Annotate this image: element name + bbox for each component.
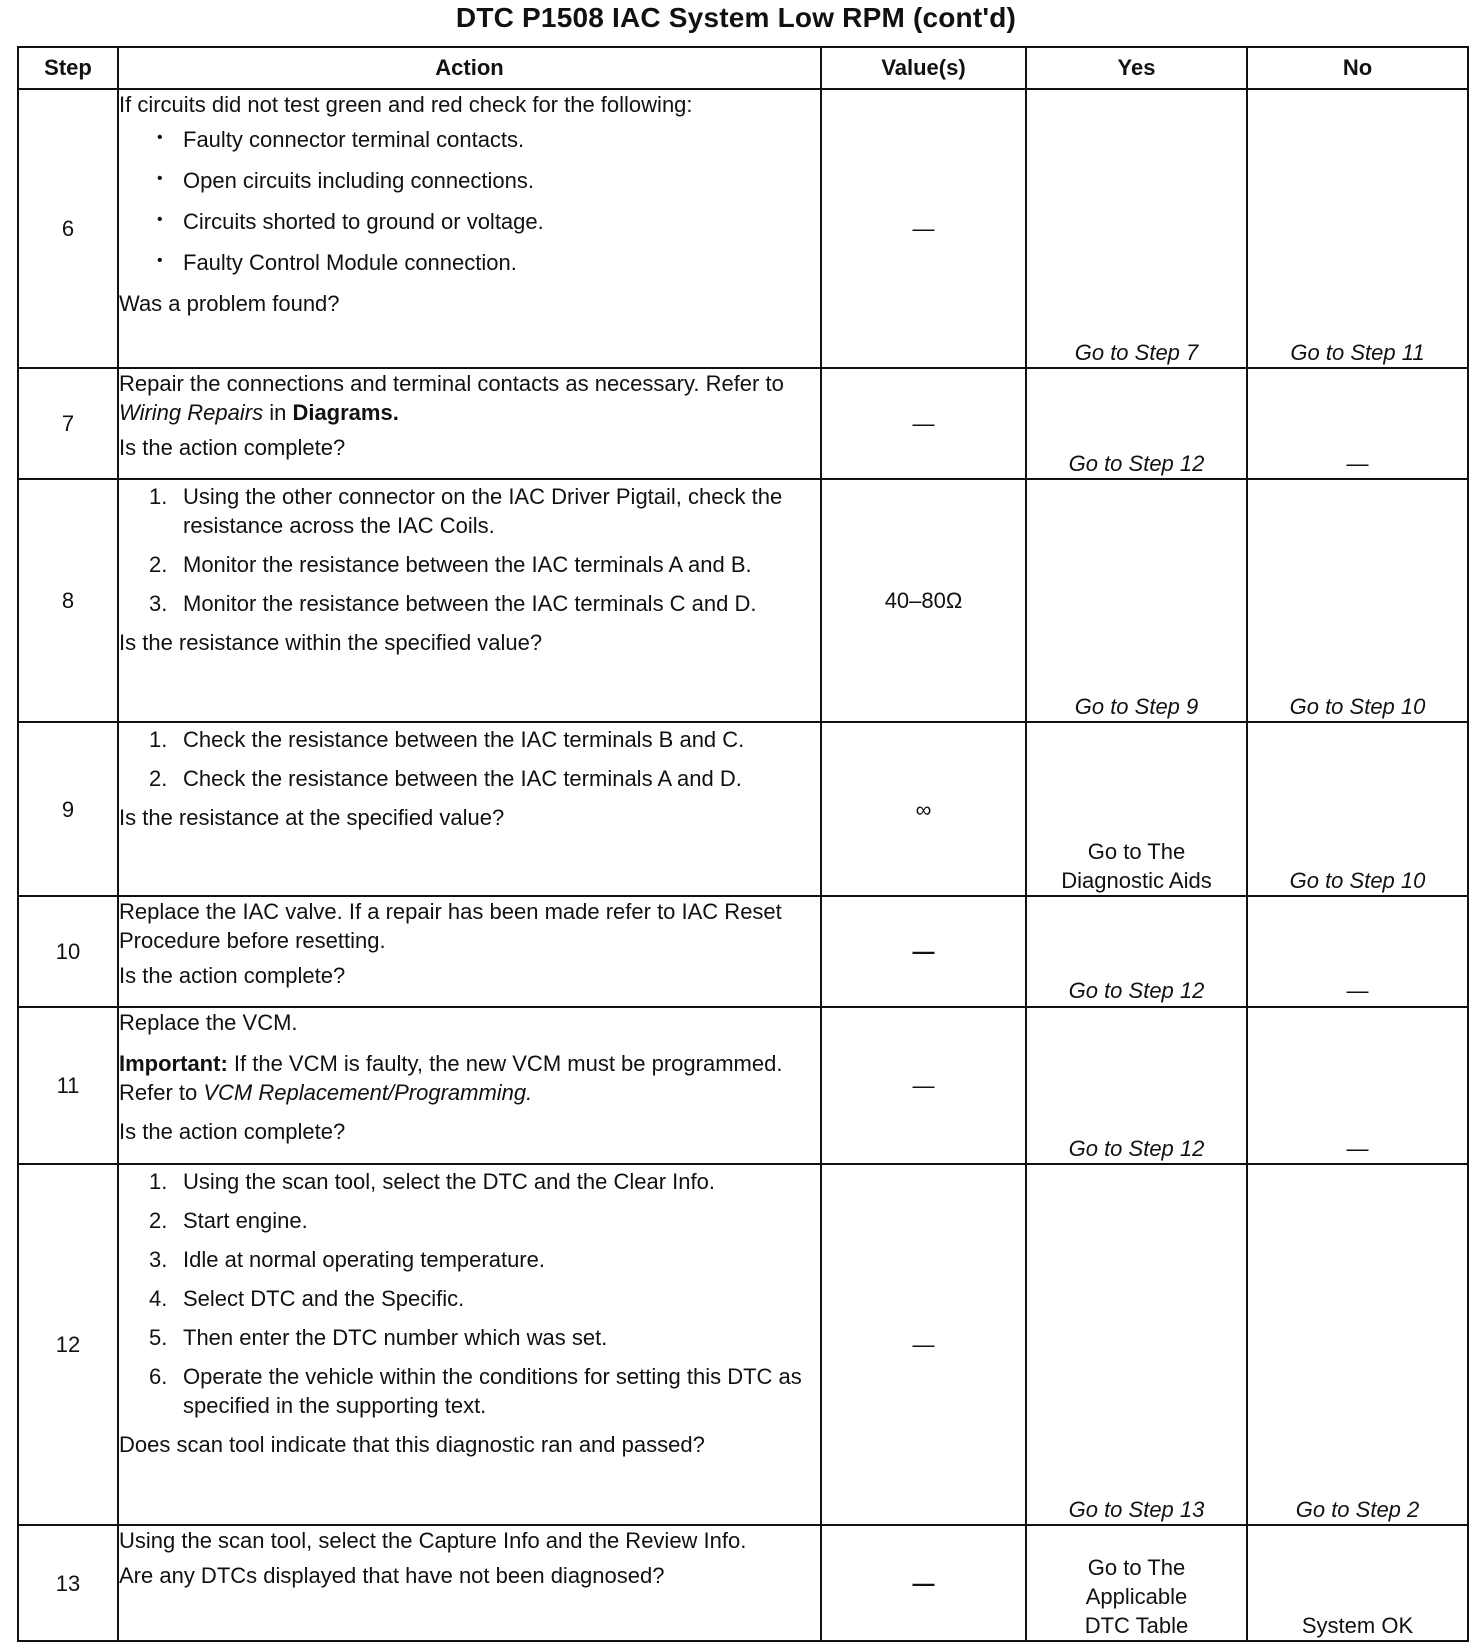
header-value: Value(s): [821, 47, 1026, 89]
item-text: Using the scan tool, select the DTC and the Clear Info.: [183, 1168, 715, 1194]
item-text: Check the resistance between the IAC terminals B and C.: [183, 727, 745, 753]
header-step: Step: [18, 47, 118, 89]
numbered-list: [149, 725, 820, 793]
list-item: [149, 1167, 820, 1196]
action-cell: [118, 1525, 821, 1641]
list-item: [149, 482, 820, 540]
action-cell: [118, 479, 821, 723]
step-number: 8: [18, 479, 118, 723]
value-cell: —: [821, 896, 1026, 1007]
list-item: • Circuits shorted to ground or voltage.: [153, 207, 820, 236]
reference-link-text: VCM Replacement/Programming.: [203, 1079, 533, 1105]
action-cell: [118, 1164, 821, 1526]
action-intro: If circuits did not test green and red check for the following:: [119, 92, 693, 117]
list-item: • Open circuits including connections.: [153, 166, 820, 195]
list-item: [149, 589, 820, 618]
item-text: Idle at normal operating temperature.: [183, 1246, 545, 1272]
step-number: 9: [18, 722, 118, 896]
important-note: [119, 1049, 820, 1107]
no-cell: System OK: [1247, 1525, 1468, 1641]
action-cell: [118, 1007, 821, 1164]
item-number: 2.: [149, 551, 168, 577]
yes-cell: [1026, 1525, 1247, 1641]
action-cell: [118, 896, 821, 1007]
header-action: Action: [118, 47, 821, 89]
header-no: No: [1247, 47, 1468, 89]
table-row-step-13: [18, 1525, 1468, 1641]
yes-cell: Go to Step 12: [1026, 896, 1247, 1007]
yes-cell: Go to Step 13: [1026, 1164, 1247, 1526]
item-number: 2.: [149, 1207, 168, 1233]
list-item: • Faulty connector terminal contacts.: [153, 125, 820, 154]
item-number: 4.: [149, 1285, 168, 1311]
yes-line: Go to The: [1087, 838, 1186, 864]
table-row-step-7: [18, 368, 1468, 479]
action-text: [119, 369, 820, 427]
item-text: Monitor the resistance between the IAC terminals A and B.: [183, 551, 752, 577]
action-question: Was a problem found?: [119, 291, 340, 317]
table-row-step-9: [18, 722, 1468, 896]
item-number: 1.: [149, 1168, 168, 1194]
item-text: Then enter the DTC number which was set.: [183, 1324, 608, 1350]
item-text: Operate the vehicle within the conditions for setting this DTC as specified in the supporting text.: [183, 1363, 802, 1418]
list-item: [149, 550, 820, 579]
important-label: Important:: [119, 1050, 228, 1076]
yes-cell: Go to Step 7: [1026, 89, 1247, 368]
item-number: 3.: [149, 590, 168, 616]
item-number: 6.: [149, 1363, 168, 1389]
item-number: 5.: [149, 1324, 168, 1350]
yes-line: Go to The: [1087, 1554, 1186, 1580]
no-cell: Go to Step 10: [1247, 479, 1468, 723]
table-row-step-10: [18, 896, 1468, 1007]
action-text-part: in: [263, 400, 293, 426]
list-item: [149, 725, 820, 754]
no-cell: Go to Step 11: [1247, 89, 1468, 368]
list-item: [149, 1245, 820, 1274]
item-text: Monitor the resistance between the IAC terminals C and D.: [183, 590, 757, 616]
list-item: [149, 1206, 820, 1235]
value-cell: —: [821, 368, 1026, 479]
reference-section: Diagrams.: [292, 400, 399, 426]
action-text: Replace the VCM.: [119, 1009, 298, 1035]
value-cell: ∞: [821, 722, 1026, 896]
action-text: Replace the IAC valve. If a repair has been made refer to IAC Reset Procedure before resetting.: [119, 898, 782, 953]
list-item: [149, 1323, 820, 1352]
action-cell: [118, 722, 821, 896]
no-cell: Go to Step 10: [1247, 722, 1468, 896]
page-title: DTC P1508 IAC System Low RPM (cont'd): [455, 2, 1017, 33]
item-number: 1.: [149, 483, 168, 509]
action-cell: [118, 368, 821, 479]
item-number: 3.: [149, 1246, 168, 1272]
reference-link-text: Wiring Repairs: [119, 400, 264, 426]
yes-cell: Go to Step 12: [1026, 368, 1247, 479]
no-cell: Go to Step 2: [1247, 1164, 1468, 1526]
step-number: 10: [18, 896, 118, 1007]
action-question: Is the action complete?: [119, 1118, 346, 1144]
list-item: [149, 764, 820, 793]
item-number: 2.: [149, 766, 168, 792]
yes-cell: [1026, 722, 1247, 896]
value-cell: —: [821, 1525, 1026, 1641]
step-number: 7: [18, 368, 118, 479]
value-cell: —: [821, 1164, 1026, 1526]
action-question: Are any DTCs displayed that have not been diagnosed?: [119, 1563, 665, 1589]
step-number: 11: [18, 1007, 118, 1164]
action-text: Using the scan tool, select the Capture Info and the Review Info.: [119, 1528, 747, 1554]
yes-line: Diagnostic Aids: [1061, 867, 1212, 893]
yes-line: DTC Table: [1084, 1612, 1189, 1638]
table-row-step-8: [18, 479, 1468, 723]
item-text: Using the other connector on the IAC Driver Pigtail, check the resistance across the IAC Coils.: [183, 483, 783, 538]
yes-cell: Go to Step 12: [1026, 1007, 1247, 1164]
no-cell: —: [1247, 1007, 1468, 1164]
table-row-step-12: [18, 1164, 1468, 1526]
item-number: 1.: [149, 727, 168, 753]
item-text: Start engine.: [183, 1207, 308, 1233]
numbered-list: [149, 482, 820, 618]
yes-cell: Go to Step 9: [1026, 479, 1247, 723]
step-number: 13: [18, 1525, 118, 1641]
action-question: Is the resistance at the specified value?: [119, 805, 505, 831]
list-item: • Faulty Control Module connection.: [153, 248, 820, 277]
action-question: Is the resistance within the specified value?: [119, 629, 543, 655]
action-text-part: Repair the connections and terminal contacts as necessary. Refer to: [119, 370, 784, 396]
value-cell: 40–80Ω: [821, 479, 1026, 723]
step-number: 6: [18, 89, 118, 368]
yes-line: Applicable: [1085, 1583, 1188, 1609]
action-question: Does scan tool indicate that this diagnostic ran and passed?: [119, 1431, 705, 1457]
step-number: 12: [18, 1164, 118, 1526]
table-row-step-11: [18, 1007, 1468, 1164]
no-cell: —: [1247, 368, 1468, 479]
table-row-step-6: [18, 89, 1468, 368]
important-text: If the VCM is faulty, the new VCM must be programmed. Refer to: [119, 1050, 783, 1105]
value-cell: —: [821, 89, 1026, 368]
value-cell: —: [821, 1007, 1026, 1164]
header-yes: Yes: [1026, 47, 1247, 89]
bullet-list: [153, 125, 820, 277]
diagnostic-table: [17, 46, 1469, 1642]
item-text: Check the resistance between the IAC terminals A and D.: [183, 766, 742, 792]
header-row: [18, 47, 1468, 89]
action-question: Is the action complete?: [119, 435, 346, 461]
action-question: Is the action complete?: [119, 963, 346, 989]
item-text: Select DTC and the Specific.: [183, 1285, 465, 1311]
action-cell: [118, 89, 821, 368]
list-item: [149, 1284, 820, 1313]
list-item: [149, 1362, 820, 1420]
no-cell: —: [1247, 896, 1468, 1007]
numbered-list: [149, 1167, 820, 1420]
